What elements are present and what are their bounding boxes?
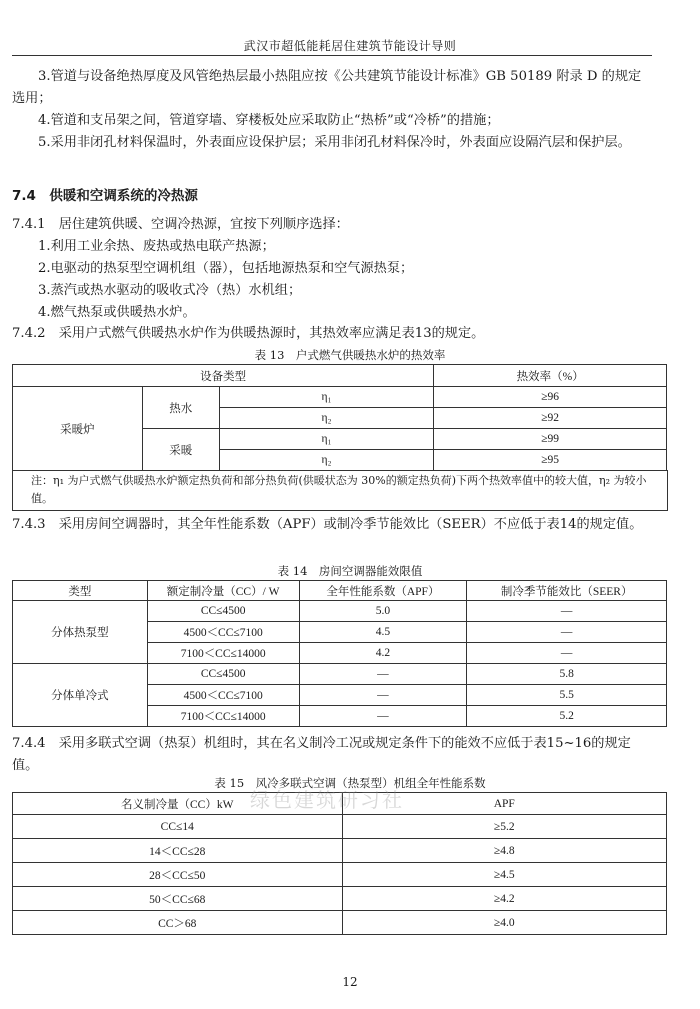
- table-14-seer: —: [467, 643, 667, 664]
- table-13-sub-hot-water: 热水: [142, 387, 219, 429]
- table-14-seer: 5.8: [467, 664, 667, 685]
- table-13-group-boiler: 采暖炉: [13, 387, 143, 471]
- clause-7-4-1: 7.4.1 居住建筑供暖、空调冷热源，宜按下列顺序选择：: [12, 217, 349, 232]
- table-15-header-apf: APF: [342, 793, 667, 815]
- paragraph-item-4: 4.管道和支吊架之间，管道穿墙、穿楼板处应采取防止“热桥”或“冷桥”的措施；: [38, 113, 500, 128]
- table-14-seer: 5.2: [467, 706, 667, 727]
- table-14-group-cooling-only: 分体单冷式: [13, 664, 148, 727]
- clause-7-4-3: 7.4.3 采用房间空调器时，其全年性能系数（APF）或制冷季节能效比（SEER）不应低于表14的规定值。: [12, 517, 643, 532]
- table-13-eta-2: η₂: [219, 408, 434, 429]
- table-14-header-apf: 全年性能系数（APF）: [299, 581, 467, 601]
- table-14-apf: 4.5: [299, 622, 467, 643]
- table-15-caption: 表 15 风冷多联式空调（热泵型）机组全年性能系数: [214, 776, 486, 790]
- table-14-apf: —: [299, 685, 467, 706]
- table-15-apf: ≥4.8: [342, 839, 667, 863]
- table-14-seer: —: [467, 601, 667, 622]
- table-15-capacity: 14＜CC≤28: [13, 839, 343, 863]
- table-14-capacity: 7100＜CC≤14000: [147, 706, 299, 727]
- table-13-eta-2: η₂: [219, 450, 434, 471]
- table-14-capacity: 4500＜CC≤7100: [147, 685, 299, 706]
- table-13-value: ≥92: [434, 408, 667, 429]
- table-15-capacity: CC＞68: [13, 911, 343, 935]
- table-14-apf: —: [299, 706, 467, 727]
- table-14-seer: 5.5: [467, 685, 667, 706]
- clause-7-4-1-item: 1.利用工业余热、废热或热电联产热源；: [38, 239, 275, 254]
- page-number: 12: [342, 975, 358, 989]
- table-14-header-type: 类型: [13, 581, 148, 601]
- header-rule: [12, 55, 652, 56]
- table-13-value: ≥95: [434, 450, 667, 471]
- table-14-capacity: CC≤4500: [147, 601, 299, 622]
- paragraph-item-5: 5.采用非闭孔材料保温时，外表面应设保护层；采用非闭孔材料保冷时，外表面应设隔汽层和保护层。: [38, 135, 631, 150]
- table-13-caption: 表 13 户式燃气供暖热水炉的热效率: [254, 348, 446, 362]
- table-13-note: 注：η₁ 为户式燃气供暖热水炉额定热负荷和部分热负荷(供暖状态为 30%的额定热负荷)下两个热效率值中的较大值，η₂ 为较小值。: [12, 470, 668, 511]
- table-14-seer: —: [467, 622, 667, 643]
- table-13-sub-heating: 采暖: [142, 429, 219, 471]
- table-13-value: ≥96: [434, 387, 667, 408]
- table-14-capacity: 4500＜CC≤7100: [147, 622, 299, 643]
- table-15-capacity: 50＜CC≤68: [13, 887, 343, 911]
- paragraph-item-3: 3.管道与设备绝热厚度及风管绝热层最小热阻应按《公共建筑节能设计标准》GB 50189 附录 D 的规定选用；: [12, 69, 642, 106]
- clause-7-4-1-item: 4.燃气热泵或供暖热水炉。: [38, 305, 196, 320]
- table-14-caption: 表 14 房间空调器能效限值: [277, 564, 423, 578]
- table-13-header-efficiency: 热效率（%）: [434, 365, 667, 387]
- table-14-apf: 4.2: [299, 643, 467, 664]
- clause-7-4-4: 7.4.4 采用多联式空调（热泵）机组时，其在名义制冷工况或规定条件下的能效不应低于表15~16的规定值。: [12, 736, 631, 773]
- table-14: [12, 580, 667, 727]
- table-13-value: ≥99: [434, 429, 667, 450]
- table-15-capacity: 28＜CC≤50: [13, 863, 343, 887]
- clause-7-4-1-item: 2.电驱动的热泵型空调机组（器），包括地源热泵和空气源热泵；: [38, 261, 414, 276]
- clause-7-4-2: 7.4.2 采用户式燃气供暖热水炉作为供暖热源时，其热效率应满足表13的规定。: [12, 326, 485, 341]
- table-14-apf: —: [299, 664, 467, 685]
- table-14-apf: 5.0: [299, 601, 467, 622]
- table-15-apf: ≥5.2: [342, 815, 667, 839]
- table-13: [12, 364, 667, 471]
- table-13-eta-1: η₁: [219, 429, 434, 450]
- clause-7-4-1-item: 3.蒸汽或热水驱动的吸收式冷（热）水机组；: [38, 283, 302, 298]
- table-15: [12, 792, 667, 935]
- table-15-capacity: CC≤14: [13, 815, 343, 839]
- table-13-header-type: 设备类型: [13, 365, 434, 387]
- watermark: 绿色建筑研习社: [250, 788, 404, 812]
- table-15-apf: ≥4.2: [342, 887, 667, 911]
- table-15-apf: ≥4.0: [342, 911, 667, 935]
- table-14-header-capacity: 额定制冷量（CC）/ W: [147, 581, 299, 601]
- section-heading-7-4: 7.4 供暖和空调系统的冷热源: [12, 188, 198, 204]
- running-header: 武汉市超低能耗居住建筑节能设计导则: [243, 39, 457, 53]
- table-14-header-seer: 制冷季节能效比（SEER）: [467, 581, 667, 601]
- table-15-apf: ≥4.5: [342, 863, 667, 887]
- table-13-eta-1: η₁: [219, 387, 434, 408]
- table-14-capacity: 7100＜CC≤14000: [147, 643, 299, 664]
- table-14-capacity: CC≤4500: [147, 664, 299, 685]
- table-14-group-heat-pump: 分体热泵型: [13, 601, 148, 664]
- table-15-header-capacity: 名义制冷量（CC）kW: [13, 793, 343, 815]
